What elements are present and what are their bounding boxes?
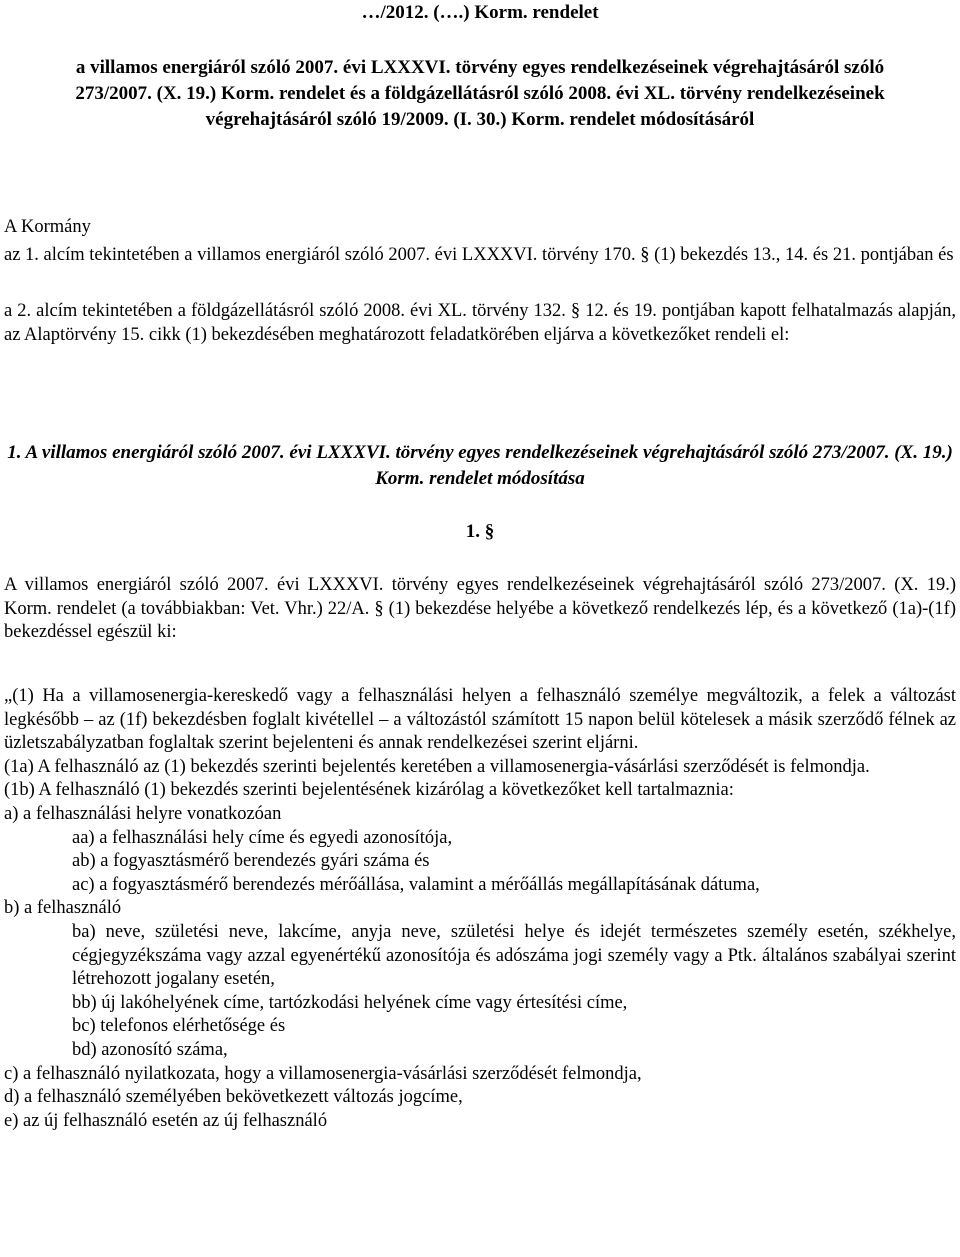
point-d: d) a felhasználó személyében bekövetkezett változás jogcíme, [4, 1087, 463, 1108]
section-intro: A villamos energiáról szóló 2007. évi LXXXVI. törvény egyes rendelkezéseinek végrehajtásáról szóló 273/2007. (X. 19.) Korm. rendelet (a továbbiakban: Vet. Vhr.) 22/A. § (1) bekezdése helyébe a következő rendelkezés lép, és a következő (1a)-(1f) bekezdéssel egészül ki: [4, 575, 956, 643]
paragraph-1a: (1a) A felhasználó az (1) bekezdés szerinti bejelentés keretében a villamosenergia-vásárlási szerződését is felmondja. [4, 756, 870, 777]
point-bb: bb) új lakóhelyének címe, tartózkodási helyének címe vagy értesítési címe, [72, 992, 628, 1013]
section-title: 1. A villamos energiáról szóló 2007. évi LXXXVI. törvény egyes rendelkezéseinek végrehajtásáról szóló 273/2007. (X. 19.) Korm. rendelet módosítása [7, 442, 953, 489]
point-aa: aa) a felhasználási hely címe és egyedi azonosítója, [72, 827, 453, 848]
preamble-line-a: az 1. alcím tekintetében a villamos energiáról szóló 2007. évi LXXXVI. törvény 170. § (1) bekezdés 13., 14. és 21. pontjában és [4, 245, 954, 265]
paragraph-1: „(1) Ha a villamosenergia-kereskedő vagy a felhasználási helyen a felhasználó személye megváltozik, a felek a változást legkésőbb – az (1f) bekezdésben foglalt kivétellel – a változástól számított 15 napon belül kötelesek a másik szerződő félnek az üzletszabályzatban foglaltak szerint bejelenteni és annak rendelkezései szerint eljárni. [4, 686, 956, 754]
government-line: A Kormány [4, 217, 91, 237]
paragraph-number: 1. § [465, 521, 495, 542]
decree-title: …/2012. (….) Korm. rendelet [361, 2, 599, 23]
point-a: a) a felhasználási helyre vonatkozóan [4, 803, 282, 824]
point-bd: bd) azonosító száma, [72, 1039, 228, 1060]
point-b: b) a felhasználó [4, 898, 122, 919]
decree-subtitle: a villamos energiáról szóló 2007. évi LXXXVI. törvény egyes rendelkezéseinek végrehajtásáról szóló 273/2007. (X. 19.) Korm. rendelet és a földgázellátásról szóló 2008. évi XL. törvény rendelkezéseinek végrehajtásáról szóló 19/2009. (I. 30.) Korm. rendelet módosításáról [75, 57, 885, 130]
point-c: c) a felhasználó nyilatkozata, hogy a villamosenergia-vásárlási szerződését felmondja, [4, 1063, 642, 1084]
point-ba: ba) neve, születési neve, lakcíme, anyja neve, születési helye és idejét természetes személy esetén, székhelye, cégjegyzékszáma vagy azzal egyenértékű azonosítója és adószáma jogi személy vagy a Ptk. általános szabályai szerint létrehozott jogalany esetén, [72, 921, 956, 990]
preamble-line-b: a 2. alcím tekintetében a földgázellátásról szóló 2008. évi XL. törvény 132. § 12. és 19. pontjában kapott felhatalmazás alapján, az Alaptörvény 15. cikk (1) bekezdésében meghatározott feladatkörében eljárva a következőket rendeli el: [4, 301, 956, 345]
point-bc: bc) telefonos elérhetősége és [72, 1016, 286, 1037]
point-ac: ac) a fogyasztásmérő berendezés mérőállása, valamint a mérőállás megállapításának dátuma, [72, 874, 760, 895]
point-ab: ab) a fogyasztásmérő berendezés gyári száma és [72, 851, 430, 872]
paragraph-1b: (1b) A felhasználó (1) bekezdés szerinti bejelentésének kizárólag a következőket kell tartalmaznia: [4, 780, 734, 801]
point-e: e) az új felhasználó esetén az új felhasználó [4, 1110, 328, 1131]
amendment-body [4, 685, 956, 1133]
